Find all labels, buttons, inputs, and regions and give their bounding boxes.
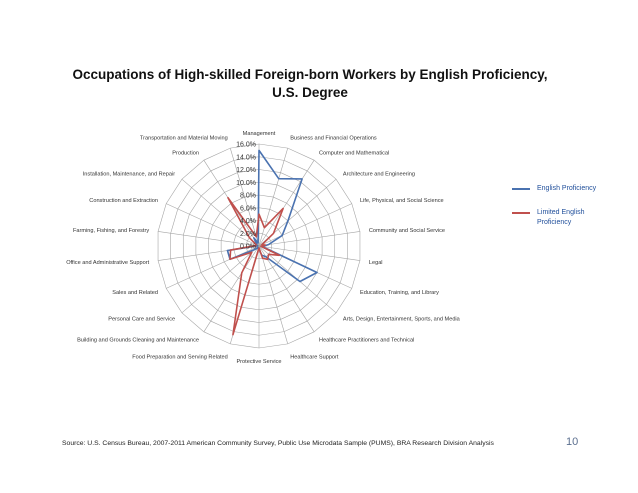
category-label: Building and Grounds Cleaning and Maintenance bbox=[77, 337, 199, 344]
page-number: 10 bbox=[566, 436, 579, 448]
category-label: Personal Care and Service bbox=[108, 316, 176, 323]
legend-line-limited bbox=[512, 212, 530, 214]
category-label: Life, Physical, and Social Science bbox=[359, 197, 444, 204]
r-tick-label: 14.0% bbox=[236, 154, 256, 162]
category-label: Healthcare Practitioners and Technical bbox=[319, 337, 415, 344]
legend-item-english bbox=[512, 184, 602, 194]
category-label: Healthcare Support bbox=[290, 354, 339, 361]
category-label: Installation, Maintenance, and Repair bbox=[82, 171, 176, 178]
category-label: Legal bbox=[368, 259, 383, 266]
category-label: Protective Service bbox=[236, 359, 282, 365]
category-label: Architecture and Engineering bbox=[342, 171, 416, 178]
legend-item-limited bbox=[512, 208, 602, 228]
category-label: Office and Administrative Support bbox=[66, 259, 150, 266]
chart-title: Occupations of High-skilled Foreign-born Workers by English Proficiency, U.S. Degree bbox=[72, 67, 548, 100]
category-label: Farming, Fishing, and Forestry bbox=[72, 228, 150, 235]
r-tick-label: 6.0% bbox=[240, 205, 256, 213]
r-tick-label: 4.0% bbox=[240, 218, 256, 225]
category-label: Food Preparation and Serving Related bbox=[132, 354, 228, 361]
radial-tick-labels bbox=[236, 142, 256, 251]
r-tick-label: 8.0% bbox=[240, 192, 256, 200]
legend-label-limited: Limited English Proficiency bbox=[537, 209, 585, 226]
category-label: Education, Training, and Library bbox=[359, 290, 439, 297]
category-label: Transportation and Material Moving bbox=[139, 135, 228, 142]
r-tick-label: 16.0% bbox=[236, 141, 256, 149]
spoke bbox=[182, 243, 259, 313]
category-label: Construction and Extraction bbox=[89, 197, 159, 204]
spoke bbox=[259, 246, 288, 344]
legend-label-english: English Proficiency bbox=[537, 185, 597, 192]
r-tick-label: 2.0% bbox=[240, 230, 256, 238]
source-note: Source: U.S. Census Bureau, 2007-2011 American Community Survey, Public Use Microdata Sample (PUMS), BRA Research Division Analysis bbox=[62, 440, 494, 447]
category-label: Production bbox=[172, 150, 199, 157]
category-label: Computer and Mathematical bbox=[319, 150, 390, 157]
chart-legend bbox=[512, 184, 602, 242]
r-tick-label: 0.0% bbox=[240, 243, 256, 251]
legend-line-english bbox=[512, 188, 530, 190]
r-tick-label: 10.0% bbox=[236, 179, 256, 187]
category-label: Business and Financial Operations bbox=[290, 135, 377, 142]
r-tick-label: 12.0% bbox=[236, 167, 256, 174]
category-label: Arts, Design, Entertainment, Sports, and Media bbox=[342, 316, 460, 323]
category-label: Management bbox=[242, 131, 276, 137]
category-label: Community and Social Service bbox=[368, 228, 446, 235]
category-label: Sales and Related bbox=[112, 290, 159, 297]
